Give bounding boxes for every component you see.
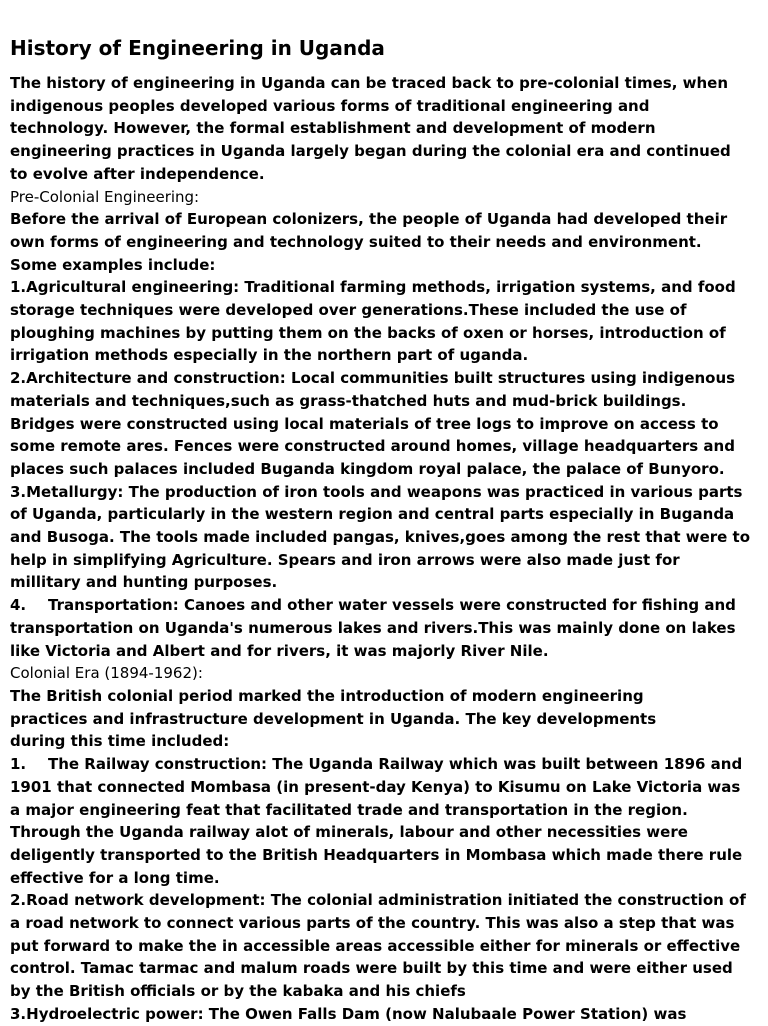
text-line: 2.Road network development: The colonial administration initiated the construction of [10, 891, 746, 910]
text-line [10, 753, 758, 776]
text-line: 3.Metallurgy: The production of iron tools and weapons was practiced in various parts [10, 482, 743, 501]
text-line: 3.Hydroelectric power: The Owen Falls Dam (now Nalubaale Power Station) was [10, 1004, 687, 1023]
text-line: 1901 that connected Mombasa (in present-day Kenya) to Kisumu on Lake Victoria was [10, 777, 741, 796]
text-line: materials and techniques,such as grass-thatched huts and mud-brick buildings. [10, 391, 687, 410]
list-item-text: The Railway construction: The Uganda Railway which was built between 1896 and [48, 755, 743, 774]
text-line: of Uganda, particularly in the western region and central parts especially in Buganda [10, 505, 735, 524]
text-line: millitary and hunting purposes. [10, 573, 278, 592]
section-heading: Colonial Era (1894-1962): [10, 664, 203, 683]
text-line: places such palaces included Buganda kingdom royal palace, the palace of Bunyoro. [10, 459, 725, 478]
text-line: ploughing machines by putting them on the backs of oxen or horses, introduction of [10, 323, 726, 342]
text-line [10, 594, 758, 617]
text-line: and Busoga. The tools made included pangas, knives,goes among the rest that were to [10, 528, 751, 547]
text-line: indigenous peoples developed various forms of traditional engineering and [10, 96, 650, 115]
text-line: during this time included: [10, 732, 230, 751]
text-line: storage techniques were developed over generations.These included the use of [10, 301, 687, 320]
text-line: like Victoria and Albert and for rivers, it was majorly River Nile. [10, 641, 549, 660]
document-body [10, 72, 758, 1026]
text-line: effective for a long time. [10, 868, 220, 887]
document-title: History of Engineering in Uganda [10, 36, 385, 60]
list-number: 1. [10, 755, 27, 774]
text-line: help in simplifying Agriculture. Spears and iron arrows were also made just for [10, 550, 680, 569]
text-line: a major engineering feat that facilitated trade and transportation in the region. [10, 800, 688, 819]
list-number: 4. [10, 596, 27, 615]
text-line: practices and infrastructure development in Uganda. The key developments [10, 709, 657, 728]
text-line: irrigation methods especially in the northern part of uganda. [10, 346, 529, 365]
text-line: Bridges were constructed using local materials of tree logs to improve on access to [10, 414, 719, 433]
text-line: control. Tamac tarmac and malum roads were built by this time and were either used [10, 959, 733, 978]
text-line: some remote ares. Fences were constructed around homes, village headquarters and [10, 437, 735, 456]
text-line: The history of engineering in Uganda can be traced back to pre-colonial times, when [10, 74, 729, 92]
text-line: to evolve after independence. [10, 164, 265, 183]
text-line: Through the Uganda railway alot of minerals, labour and other necessities were [10, 823, 688, 842]
text-line: a road network to connect various parts of the country. This was also a step that was [10, 914, 735, 933]
document-page [10, 34, 758, 1026]
text-line: technology. However, the formal establishment and development of modern [10, 119, 656, 138]
text-line: Before the arrival of European colonizers, the people of Uganda had developed their [10, 210, 728, 229]
text-line: 2.Architecture and construction: Local communities built structures using indigenous [10, 369, 736, 388]
text-line: put forward to make the in accessible areas accessible either for minerals or effective [10, 936, 741, 955]
text-line: own forms of engineering and technology suited to their needs and environment. [10, 232, 702, 251]
text-line: 1.Agricultural engineering: Traditional farming methods, irrigation systems, and food [10, 278, 736, 297]
text-line: deligently transported to the British Headquarters in Mombasa which made there rule [10, 845, 743, 864]
list-item-text: Transportation: Canoes and other water vessels were constructed for fishing and [48, 596, 736, 615]
text-line: engineering practices in Uganda largely began during the colonial era and continued [10, 142, 731, 161]
text-line: by the British officials or by the kabaka and his chiefs [10, 982, 466, 1001]
text-line: The British colonial period marked the introduction of modern engineering [10, 686, 644, 705]
text-line: transportation on Uganda's numerous lakes and rivers.This was mainly done on lakes [10, 618, 736, 637]
text-line: Some examples include: [10, 255, 216, 274]
section-heading: Pre-Colonial Engineering: [10, 187, 200, 206]
